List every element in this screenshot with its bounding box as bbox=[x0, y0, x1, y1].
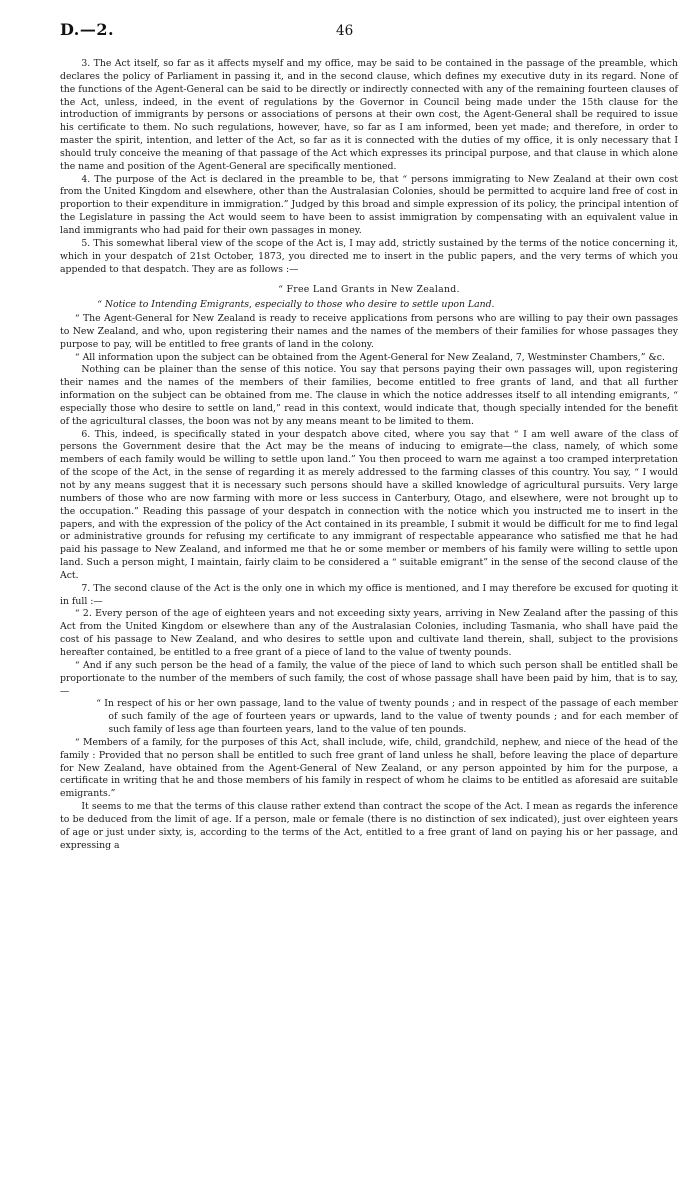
paragraph-6: 6. This, indeed, is specifically stated in your despatch above cited, where you say that “ I am well aware of the class of persons the Government desire that the Act may be the means of inducing to emigrate—the class, namely, of which some members of each family would be willing to settle upon land.” You then proceed to warn me against a too cramped interpretation of the scope of the Act, in the sense of regarding it as merely addressed to the farming classes of this country. You say, “ I would not by any means suggest that it is necessary such persons should have a skilled knowledge of agricultural pursuits. Very large numbers of those who are now farming with more or less success in Canterbury, Otago, and elsewhere, were not brought up to the occupation.” Reading this passage of your despatch in connection with the notice which you instructed me to insert in the papers, and with the expression of the policy of the Act contained in its preamble, I submit it would be difficult for me to find legal or administrative grounds for refusing my certificate to any immigrant of respectable appearance who satisfied me that he had paid his passage to New Zealand, and informed me that he or some member or members of his family were willing to settle upon land. Such a person might, I maintain, fairly claim to be considered a “ suitable emigrant” in the sense of the second clause of the Act. bbox=[60, 428, 678, 581]
paragraph-nothing: Nothing can be plainer than the sense of this notice. You say that persons paying their own passages will, upon registering their names and the names of the members of their families, become entitled to free grants of land, and that all further information on the subject can be obtained from me. The clause in which the notice addresses itself to all intending emigrants, “ especially those who desire to settle on land,” read in this context, would indicate that, though specially intended for the benefit of the agricultural classes, the boon was not by any means meant to be limited to them. bbox=[60, 364, 678, 427]
notice-paragraph-1: “ The Agent-General for New Zealand is ready to receive applications from persons who are willing to pay their own passages to New Zealand, and who, upon registering their names and the names of the members of their families for whose passages they purpose to pay, will be entitled to free grants of land in the colony. bbox=[60, 313, 678, 350]
paragraph-3: 3. The Act itself, so far as it affects myself and my office, may be said to be contained in the passage of the preamble, which declares the policy of Parliament in passing it, and in the second clause, which defines my executive duty in its regard. None of the functions of the Agent-General can be said to be directly or indirectly connected with any of the remaining fourteen clauses of the Act, unless, indeed, in the event of regulations by the Governor in Council being made under the 15th clause for the introduction of immigrants by persons or associations of persons at their own cost, the Agent-General shall be required to issue his certificate to them. No such regulations, however, have, so far as I am informed, been yet made; and therefore, in order to master the spirit, intention, and letter of the Act, so far as it is connected with the duties of my office, it is only necessary that I should truly conceive the meaning of that passage of the Act which expresses its principal purpose, and that clause in which alone the name and position of the Agent-General are specifically mentioned. bbox=[60, 58, 678, 172]
clause-paragraph-2: “ And if any such person be the head of a family, the value of the piece of land to which such person shall be entitled shall be proportionate to the number of the members of such family, the cost of whose passage shall have been paid by him, that is to say,— bbox=[60, 659, 678, 697]
page-number: 46 bbox=[336, 23, 354, 39]
paragraph-4: 4. The purpose of the Act is declared in the preamble to be, that “ persons immigrating to New Zealand at their own cost from the United Kingdom and elsewhere, other than the Australasian Colonies, should be permitted to acquire land free of cost in proportion to their expenditure in immigration.” Judged by this broad and simple expression of its policy, the principal intention of the Legislature in passing the Act would seem to have been to assist immigration by compensating with an equivalent value in land immigrants who had paid for their own passages in money. bbox=[60, 173, 678, 236]
clause-paragraph-3: “ In respect of his or her own passage, land to the value of twenty pounds ; and in respect of the passage of each member of such family of the age of fourteen years or upwards, land to the value of twenty pounds ; and for each member of such family of less age than fourteen years, land to the value of ten pounds. bbox=[96, 698, 678, 736]
clause-paragraph-4: “ Members of a family, for the purposes of this Act, shall include, wife, child, grandchild, nephew, and niece of the head of the family : Provided that no person shall be entitled to such free grant of land unless he shall, before leaving the place of departure for New Zealand, have obtained from the Agent-General of New Zealand, or any person appointed by him for the purpose, a certificate in writing that he and those members of his family in respect of whom he claims to be entitled as aforesaid are suitable emigrants.” bbox=[60, 736, 678, 800]
document-reference: D.—2. bbox=[60, 20, 115, 39]
notice-subtitle: “ Notice to Intending Emigrants, especially to those who desire to settle upon Land. bbox=[97, 299, 495, 311]
notice-paragraph-2: “ All information upon the subject can be obtained from the Agent-General for New Zealand, 7, Westminster Chambers,” &c. bbox=[74, 351, 665, 363]
paragraph-5: 5. This somewhat liberal view of the scope of the Act is, I may add, strictly sustained by the terms of the notice concerning it, which in your despatch of 21st October, 1873, you directed me to insert in the public papers, and the very terms of which you appended to that despatch. They are as follows :— bbox=[60, 237, 678, 275]
paragraph-final: It seems to me that the terms of this clause rather extend than contract the scope of the Act. I mean as regards the inference to be deduced from the limit of age. If a person, male or female (there is no distinction of sex indicated), just over eighteen years of age or just under sixty, is, according to the terms of the Act, entitled to a free grant of land on paying his or her passage, and expressing a bbox=[60, 801, 678, 851]
paragraph-7: 7. The second clause of the Act is the only one in which my office is mentioned, and I may therefore be excused for quoting it in full :— bbox=[60, 582, 678, 607]
clause-paragraph-1: “ 2. Every person of the age of eighteen years and not exceeding sixty years, arriving in New Zealand after the passing of this Act from the United Kingdom or elsewhere than any of the Australasian Colonies, including Tasmania, who shall have paid the cost of his passage to New Zealand, and who desires to settle upon and cultivate land therein, shall, subject to the provisions hereafter contained, be entitled to a free grant of a piece of land to the value of twenty pounds. bbox=[60, 608, 678, 658]
notice-title: “ Free Land Grants in New Zealand. bbox=[278, 284, 460, 296]
